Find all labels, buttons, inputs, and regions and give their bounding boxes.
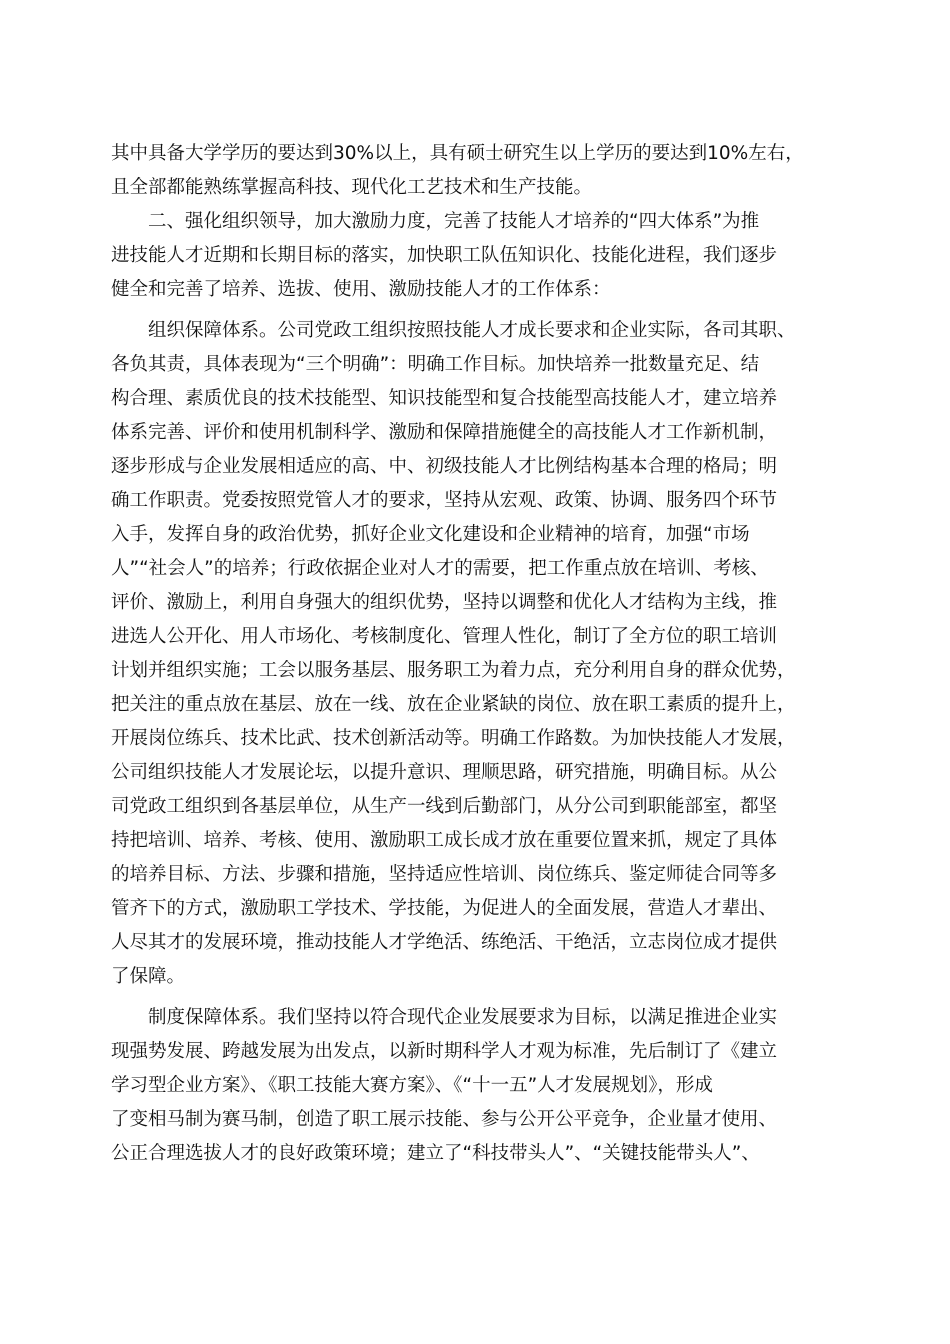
text-line: 制度保障体系。我们坚持以符合现代企业发展要求为目标，以满足推进企业实 xyxy=(148,1007,778,1028)
text-line: 进技能人才近期和长期目标的落实，加快职工队伍知识化、技能化进程，我们逐步 xyxy=(111,245,778,266)
text-line: 其中具备大学学历的要达到30%以上，具有硕士研究生以上学历的要达到10%左右， xyxy=(111,143,804,164)
text-line: 构合理、素质优良的技术技能型、知识技能型和复合技能型高技能人才，建立培养 xyxy=(111,388,778,409)
text-line: 司党政工组织到各基层单位，从生产一线到后勤部门，从分公司到职能部室，都坚 xyxy=(111,796,778,817)
text-line: 公正合理选拔人才的良好政策环境；建立了“科技带头人”、“关键技能带头人”、 xyxy=(111,1143,760,1164)
text-line: 持把培训、培养、考核、使用、激励职工成长成才放在重要位置来抓，规定了具体 xyxy=(111,830,778,851)
text-line: 人尽其才的发展环境，推动技能人才学绝活、练绝活、干绝活，立志岗位成才提供 xyxy=(111,932,778,953)
text-line: 现强势发展、跨越发展为出发点，以新时期科学人才观为标准，先后制订了《建立 xyxy=(111,1041,778,1062)
text-line: 且全部都能熟练掌握高科技、现代化工艺技术和生产技能。 xyxy=(111,177,593,198)
text-line: 逐步形成与企业发展相适应的高、中、初级技能人才比例结构基本合理的格局；明 xyxy=(111,456,778,477)
text-line: 组织保障体系。公司党政工组织按照技能人才成长要求和企业实际，各司其职、 xyxy=(148,320,796,341)
text-line: 人”“社会人”的培养；行政依据企业对人才的需要，把工作重点放在培训、考核、 xyxy=(111,558,769,579)
text-line: 二、强化组织领导，加大激励力度，完善了技能人才培养的“四大体系”为推 xyxy=(148,211,760,232)
text-line: 把关注的重点放在基层、放在一线、放在企业紧缺的岗位、放在职工素质的提升上， xyxy=(111,694,796,715)
text-line: 确工作职责。党委按照党管人才的要求，坚持从宏观、政策、协调、服务四个环节 xyxy=(111,490,778,511)
text-line: 入手，发挥自身的政治优势，抓好企业文化建设和企业精神的培育，加强“市场 xyxy=(111,524,750,545)
text-line: 各负其责，具体表现为“三个明确”：明确工作目标。加快培养一批数量充足、结 xyxy=(111,354,760,375)
text-line: 的培养目标、方法、步骤和措施，坚持适应性培训、岗位练兵、鉴定师徒合同等多 xyxy=(111,864,778,885)
text-line: 了变相马制为赛马制，创造了职工展示技能、参与公开公平竞争，企业量才使用、 xyxy=(111,1109,778,1130)
text-line: 进选人公开化、用人市场化、考核制度化、管理人性化，制订了全方位的职工培训 xyxy=(111,626,778,647)
text-line: 管齐下的方式，激励职工学技术、学技能，为促进人的全面发展，营造人才辈出、 xyxy=(111,898,778,919)
text-line: 开展岗位练兵、技术比武、技术创新活动等。明确工作路数。为加快技能人才发展， xyxy=(111,728,796,749)
text-line: 健全和完善了培养、选拔、使用、激励技能人才的工作体系： xyxy=(111,279,611,300)
text-line: 评价、激励上，利用自身强大的组织优势，坚持以调整和优化人才结构为主线，推 xyxy=(111,592,778,613)
text-line: 体系完善、评价和使用机制科学、激励和保障措施健全的高技能人才工作新机制， xyxy=(111,422,778,443)
text-line: 了保障。 xyxy=(111,966,186,987)
text-line: 公司组织技能人才发展论坛，以提升意识、理顺思路，研究措施，明确目标。从公 xyxy=(111,762,778,783)
text-line: 计划并组织实施；工会以服务基层、服务职工为着力点，充分利用自身的群众优势， xyxy=(111,660,796,681)
text-line: 学习型企业方案》、《职工技能大赛方案》、《“十一五”人才发展规划》，形成 xyxy=(111,1075,713,1096)
